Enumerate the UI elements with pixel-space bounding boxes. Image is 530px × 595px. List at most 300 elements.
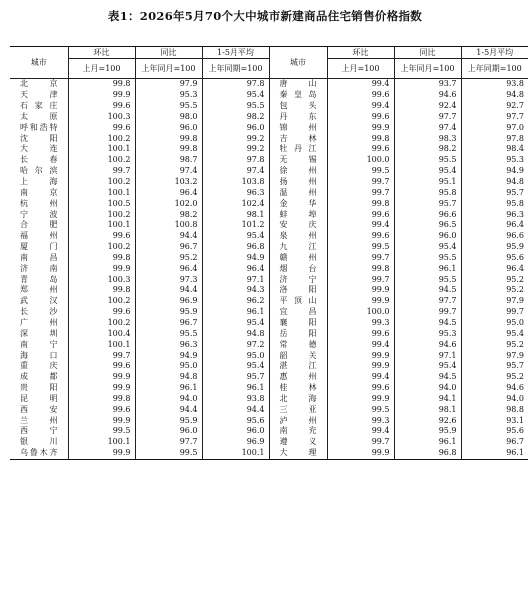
yoy-value: 97.4 [394,122,461,133]
yoy-value: 94.9 [135,350,202,361]
city-name: 哈尔滨 [10,166,68,177]
table-row [10,285,528,296]
yoy-value: 98.2 [135,209,202,220]
mom-value: 99.3 [371,415,390,425]
yoy-value: 95.2 [135,253,202,264]
header-city-left: 城市 [10,47,68,79]
table-row [10,350,528,361]
city-name: 三亚 [269,404,327,415]
header-avg-right: 1-5月平均 [461,47,528,59]
city-name: 石家庄 [10,101,68,112]
avg-value: 96.4 [202,263,269,274]
city-name: 宜昌 [269,307,327,318]
header-yoy-right: 同比 [394,47,461,59]
table-row [10,242,528,253]
yoy-value: 96.5 [394,220,461,231]
city-name: 赣州 [269,253,327,264]
yoy-value: 96.9 [135,296,202,307]
avg-value: 97.8 [202,79,269,90]
table-row [10,209,528,220]
avg-value: 98.8 [461,404,528,415]
city-name: 长春 [10,155,68,166]
avg-value: 97.1 [202,274,269,285]
city-name: 吉林 [269,133,327,144]
table-row [10,133,528,144]
city-name: 济南 [10,263,68,274]
yoy-value: 97.4 [135,166,202,177]
avg-value: 98.4 [461,144,528,155]
table-row [10,415,528,426]
yoy-value: 94.5 [394,285,461,296]
city-name: 湛江 [269,361,327,372]
mom-value: 99.7 [371,177,390,187]
yoy-value: 95.4 [394,166,461,177]
avg-value: 95.4 [202,361,269,372]
table-row [10,318,528,329]
avg-value: 96.9 [202,437,269,448]
city-name: 长沙 [10,307,68,318]
mom-value: 100.2 [107,242,131,252]
mom-value: 99.9 [112,372,131,382]
yoy-value: 96.6 [394,209,461,220]
avg-value: 95.6 [461,253,528,264]
header-avg-sub-right: 上年同期=100 [461,59,528,79]
table-row [10,328,528,339]
city-name: 无锡 [269,155,327,166]
avg-value: 97.8 [461,133,528,144]
table-row [10,90,528,101]
yoy-value: 95.8 [394,187,461,198]
city-name: 蚌埠 [269,209,327,220]
yoy-value: 96.4 [135,187,202,198]
city-name: 惠州 [269,372,327,383]
mom-value: 99.6 [112,122,131,132]
avg-value: 97.2 [202,339,269,350]
yoy-value: 94.6 [394,339,461,350]
table-row [10,101,528,112]
yoy-value: 94.0 [135,393,202,404]
city-name: 北海 [269,393,327,404]
avg-value: 95.2 [461,372,528,383]
mom-value: 100.3 [107,274,131,284]
mom-value: 99.9 [68,448,135,459]
avg-value: 97.4 [202,166,269,177]
mom-value: 100.1 [107,339,131,349]
table-row [10,220,528,231]
yoy-value: 97.7 [394,112,461,123]
mom-value: 99.6 [112,101,131,111]
city-name: 重庆 [10,361,68,372]
city-name: 乌鲁木齐 [10,448,68,459]
city-name: 秦皇岛 [269,90,327,101]
table-row [10,296,528,307]
yoy-value: 94.6 [394,90,461,101]
city-name: 唐山 [269,79,327,90]
city-name: 大连 [10,144,68,155]
avg-value: 95.7 [461,187,528,198]
avg-value: 94.6 [461,383,528,394]
yoy-value: 96.4 [135,263,202,274]
mom-value: 100.2 [107,133,131,143]
header-mom-left: 环比 [68,47,135,59]
avg-value: 97.7 [461,112,528,123]
mom-value: 99.5 [371,242,390,252]
yoy-value: 94.5 [394,372,461,383]
yoy-value: 97.1 [394,350,461,361]
mom-value: 100.2 [107,209,131,219]
avg-value: 96.3 [461,209,528,220]
table-row [10,198,528,209]
mom-value: 99.7 [112,350,131,360]
yoy-value: 94.5 [394,318,461,329]
avg-value: 100.1 [202,448,269,459]
yoy-value: 97.7 [394,296,461,307]
mom-value: 100.1 [107,187,131,197]
avg-value: 93.8 [202,393,269,404]
mom-value: 99.9 [112,90,131,100]
yoy-value: 94.4 [135,285,202,296]
city-name: 呼和浩特 [10,122,68,133]
avg-value: 94.8 [202,328,269,339]
header-yoy-left: 同比 [135,47,202,59]
city-name: 武汉 [10,296,68,307]
city-name: 南充 [269,426,327,437]
city-name: 深圳 [10,328,68,339]
mom-value: 99.9 [371,393,390,403]
mom-value: 100.1 [107,220,131,230]
avg-value: 95.4 [202,90,269,101]
avg-value: 96.1 [461,448,528,459]
yoy-value: 95.3 [135,90,202,101]
table-row [10,393,528,404]
avg-value: 96.0 [202,122,269,133]
mom-value: 99.4 [371,426,390,436]
city-name: 海口 [10,350,68,361]
city-name: 韶关 [269,350,327,361]
city-name: 昆明 [10,393,68,404]
mom-value: 99.9 [327,448,394,459]
yoy-value: 99.8 [135,144,202,155]
table-title: 表1：2026年5月70个大中城市新建商品住宅销售价格指数 [107,9,423,23]
header-mom-sub-left: 上月=100 [68,59,135,79]
avg-value: 96.2 [202,296,269,307]
avg-value: 103.8 [202,177,269,188]
city-name: 南京 [10,187,68,198]
avg-value: 92.7 [461,101,528,112]
mom-value: 99.9 [371,122,390,132]
yoy-value: 94.4 [135,404,202,415]
table-row [10,372,528,383]
city-name: 成都 [10,372,68,383]
yoy-value: 96.1 [394,437,461,448]
yoy-value: 96.8 [394,448,461,459]
table-row [10,448,528,459]
table-row [10,383,528,394]
city-name: 桂林 [269,383,327,394]
avg-value: 96.0 [202,426,269,437]
mom-value: 100.1 [107,437,131,447]
mom-value: 99.6 [371,328,390,338]
mom-value: 99.5 [112,426,131,436]
city-name: 杭州 [10,198,68,209]
yoy-value: 98.2 [394,144,461,155]
mom-value: 100.2 [107,177,131,187]
yoy-value: 95.5 [135,101,202,112]
yoy-value: 95.3 [394,328,461,339]
city-name: 银川 [10,437,68,448]
city-name: 南宁 [10,339,68,350]
avg-value: 94.9 [461,166,528,177]
avg-value: 98.1 [202,209,269,220]
mom-value: 99.8 [371,198,390,208]
avg-value: 93.8 [461,79,528,90]
avg-value: 96.1 [202,307,269,318]
table-row [10,177,528,188]
city-name: 丹东 [269,112,327,123]
city-name: 包头 [269,101,327,112]
header-avg-sub-left: 上年同期=100 [202,59,269,79]
mom-value: 99.4 [371,79,390,89]
table-row [10,307,528,318]
avg-value: 97.9 [461,296,528,307]
mom-value: 100.2 [107,155,131,165]
avg-value: 99.2 [202,144,269,155]
avg-value: 96.1 [202,383,269,394]
yoy-value: 95.7 [394,198,461,209]
mom-value: 100.3 [107,111,131,121]
avg-value: 94.9 [202,253,269,264]
city-name: 上海 [10,177,68,188]
table-row [10,166,528,177]
mom-value: 99.6 [371,209,390,219]
yoy-value: 96.0 [135,426,202,437]
table-row [10,361,528,372]
city-name: 襄阳 [269,318,327,329]
avg-value: 101.2 [202,220,269,231]
avg-value: 96.4 [461,220,528,231]
city-name: 西安 [10,404,68,415]
yoy-value: 94.0 [394,383,461,394]
avg-value: 99.2 [202,133,269,144]
yoy-value: 95.9 [135,415,202,426]
yoy-value: 95.0 [135,361,202,372]
avg-value: 93.1 [461,415,528,426]
avg-value: 95.6 [202,415,269,426]
mom-value: 99.4 [371,339,390,349]
city-name: 青岛 [10,274,68,285]
city-name: 安庆 [269,220,327,231]
yoy-value: 96.0 [394,231,461,242]
mom-value: 99.5 [371,166,390,176]
mom-value: 99.8 [371,133,390,143]
mom-value: 99.6 [371,231,390,241]
mom-value: 99.9 [371,285,390,295]
mom-value: 99.6 [371,144,390,154]
mom-value: 99.6 [371,383,390,393]
city-name: 天津 [10,90,68,101]
avg-value: 95.0 [461,318,528,329]
yoy-value: 96.7 [135,242,202,253]
city-name: 南昌 [10,253,68,264]
avg-value: 97.8 [202,155,269,166]
city-name: 兰州 [10,415,68,426]
mom-value: 99.9 [371,350,390,360]
mom-value: 99.7 [371,252,390,262]
yoy-value: 97.3 [135,274,202,285]
avg-value: 95.4 [202,231,269,242]
avg-value: 94.0 [461,393,528,404]
yoy-value: 97.7 [135,437,202,448]
avg-value: 99.7 [461,307,528,318]
mom-value: 99.5 [371,404,390,414]
mom-value: 99.8 [112,393,131,403]
city-name: 九江 [269,242,327,253]
yoy-value: 92.4 [394,101,461,112]
avg-value: 94.4 [202,404,269,415]
avg-value: 96.7 [461,437,528,448]
mom-value: 99.8 [112,252,131,262]
mom-value: 99.7 [371,187,390,197]
city-name: 锦州 [269,122,327,133]
yoy-value: 98.0 [135,112,202,123]
table-row [10,404,528,415]
avg-value: 96.6 [461,231,528,242]
yoy-value: 99.8 [135,133,202,144]
mom-value: 99.9 [112,263,131,273]
yoy-value: 96.0 [135,122,202,133]
yoy-value: 96.1 [394,263,461,274]
mom-value: 99.7 [371,274,390,284]
header-city-right: 城市 [269,47,327,79]
table-row [10,112,528,123]
avg-value: 95.7 [202,372,269,383]
mom-value: 99.6 [112,307,131,317]
mom-value: 99.9 [112,383,131,393]
header-mom-right: 环比 [327,47,394,59]
mom-value: 100.2 [107,296,131,306]
city-name: 福州 [10,231,68,242]
header-avg-left: 1-5月平均 [202,47,269,59]
avg-value: 95.9 [461,242,528,253]
yoy-value: 94.8 [135,372,202,383]
yoy-value: 98.3 [394,133,461,144]
avg-value: 95.2 [461,339,528,350]
yoy-value: 95.9 [394,426,461,437]
avg-value: 95.5 [202,101,269,112]
avg-value: 95.6 [461,426,528,437]
city-name: 遵义 [269,437,327,448]
table-row [10,79,528,90]
table-row [10,231,528,242]
city-name: 厦门 [10,242,68,253]
mom-value: 99.8 [112,285,131,295]
mom-value: 100.1 [107,144,131,154]
yoy-value: 93.7 [394,79,461,90]
yoy-value: 97.9 [135,79,202,90]
header-yoy-sub-right: 上年同月=100 [394,59,461,79]
mom-value: 99.9 [371,296,390,306]
mom-value: 100.4 [107,328,131,338]
mom-value: 99.7 [112,166,131,176]
mom-value: 99.4 [371,220,390,230]
city-name: 金华 [269,198,327,209]
yoy-value: 95.1 [394,177,461,188]
avg-value: 96.8 [202,242,269,253]
price-index-table [10,46,528,460]
city-name: 徐州 [269,166,327,177]
avg-value: 94.8 [461,177,528,188]
city-name: 宁波 [10,209,68,220]
avg-value: 97.0 [461,122,528,133]
table-row [10,253,528,264]
avg-value: 94.8 [461,90,528,101]
yoy-value: 92.6 [394,415,461,426]
mom-value: 99.9 [112,415,131,425]
mom-value: 99.9 [371,361,390,371]
mom-value: 99.6 [371,111,390,121]
avg-value: 97.9 [461,350,528,361]
mom-value: 99.6 [371,90,390,100]
city-name: 温州 [269,187,327,198]
avg-value: 95.7 [461,361,528,372]
avg-value: 95.2 [461,285,528,296]
table-row [10,122,528,133]
yoy-value: 95.5 [394,274,461,285]
avg-value: 95.3 [461,155,528,166]
table-row [10,263,528,274]
table-row [10,274,528,285]
avg-value: 96.4 [461,263,528,274]
yoy-value: 99.5 [135,448,202,459]
yoy-value: 96.3 [135,339,202,350]
city-name: 北京 [10,79,68,90]
mom-value: 100.5 [107,198,131,208]
city-name: 岳阳 [269,328,327,339]
city-name: 洛阳 [269,285,327,296]
table-row [10,339,528,350]
avg-value: 95.2 [461,274,528,285]
city-name: 广州 [10,318,68,329]
yoy-value: 95.4 [394,361,461,372]
yoy-value: 96.1 [135,383,202,394]
yoy-value: 98.7 [135,155,202,166]
yoy-value: 99.7 [394,307,461,318]
mom-value: 100.0 [366,307,390,317]
city-name: 泉州 [269,231,327,242]
city-name: 烟台 [269,263,327,274]
avg-value: 94.3 [202,285,269,296]
mom-value: 99.6 [112,361,131,371]
city-name: 常德 [269,339,327,350]
avg-value: 95.4 [202,318,269,329]
table-row [10,437,528,448]
table-row [10,144,528,155]
city-name: 西宁 [10,426,68,437]
avg-value: 95.0 [202,350,269,361]
yoy-value: 94.4 [135,231,202,242]
yoy-value: 95.5 [394,155,461,166]
mom-value: 100.2 [107,317,131,327]
yoy-value: 95.5 [135,328,202,339]
header-yoy-sub-left: 上年同月=100 [135,59,202,79]
avg-value: 95.8 [461,198,528,209]
avg-value: 102.4 [202,198,269,209]
yoy-value: 94.1 [394,393,461,404]
avg-value: 98.2 [202,112,269,123]
city-name: 济宁 [269,274,327,285]
city-name: 合肥 [10,220,68,231]
mom-value: 99.3 [371,317,390,327]
